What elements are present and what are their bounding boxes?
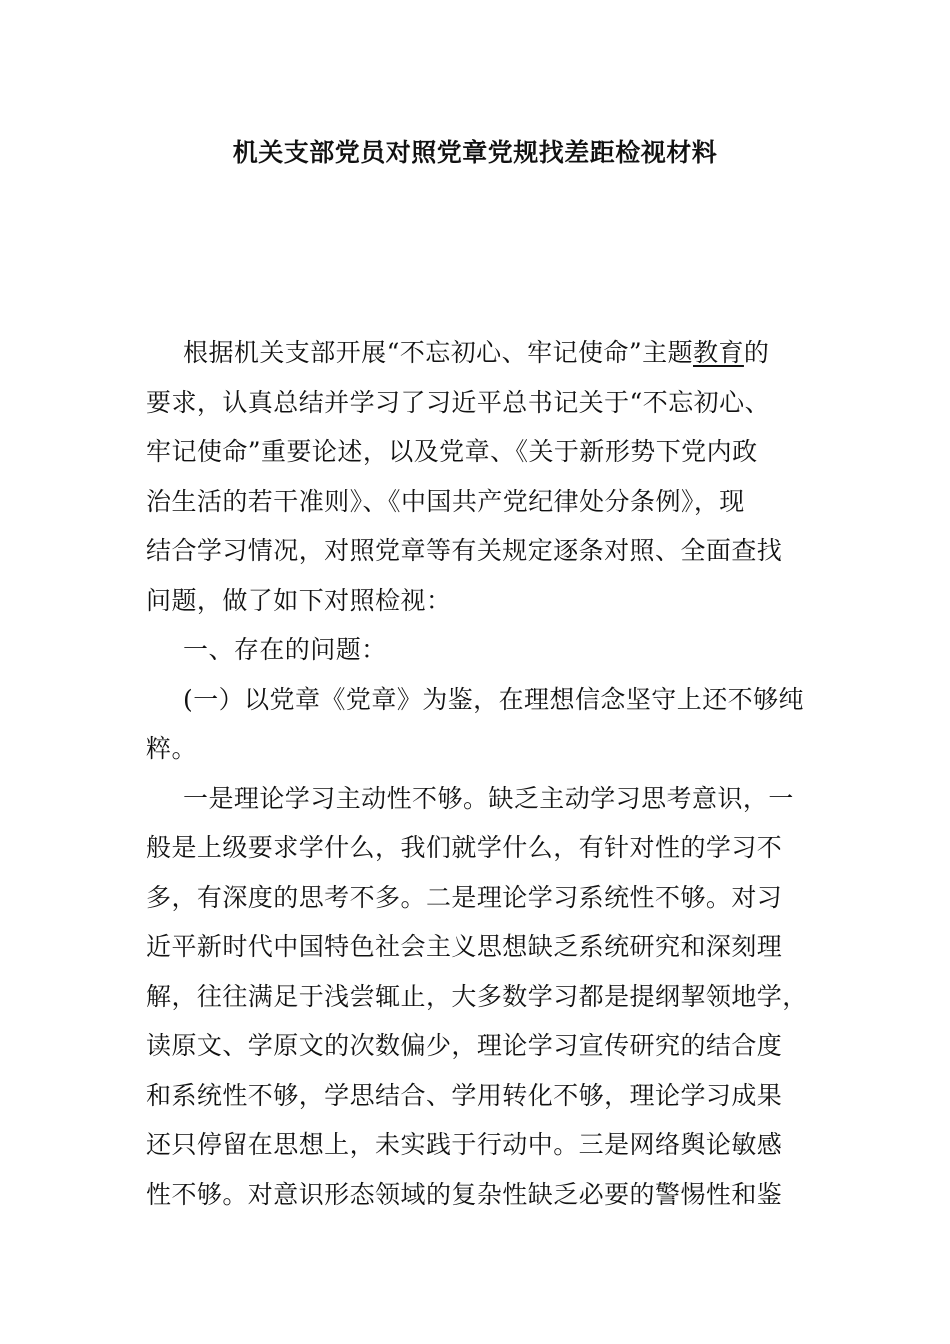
paragraph-text: 的 — [743, 338, 770, 367]
paragraph-line: 要求，认真总结并学习了习近平总书记关于“不忘初心、 — [146, 387, 771, 417]
paragraph-line: 治生活的若干准则》、《中国共产党纪律处分条例》，现 — [146, 486, 745, 516]
document-body — [146, 328, 806, 1219]
subsection-heading-line: 粹。 — [146, 734, 197, 763]
section-heading: 一、存在的问题： — [183, 635, 387, 664]
paragraph-line: 牢记使命”重要论述，以及党章、《关于新形势下党内政 — [146, 437, 758, 466]
paragraph-line — [146, 328, 806, 378]
paragraph-line: 般是上级要求学什么，我们就学什么，有针对性的学习不 — [146, 833, 783, 862]
paragraph-line: 解，往往满足于浅尝辄止，大多数学习都是提纲挈领地学， — [146, 981, 808, 1011]
document-title: 机关支部党员对照党章党规找差距检视材料 — [232, 138, 718, 167]
paragraph-line: 多，有深度的思考不多。二是理论学习系统性不够。对习 — [146, 882, 783, 912]
paragraph-line: 问题，做了如下对照检视： — [146, 585, 452, 615]
paragraph-line: 读原文、学原文的次数偏少，理论学习宣传研究的结合度 — [146, 1031, 783, 1060]
paragraph-text: 根据机关支部开展“不忘初心、牢记使命”主题 — [183, 338, 694, 367]
paragraph-line: 结合学习情况，对照党章等有关规定逐条对照、全面查找 — [146, 536, 783, 565]
underlined-link-text[interactable]: 教育 — [693, 338, 744, 367]
paragraph-line: 性不够。对意识形态领域的复杂性缺乏必要的警惕性和鉴 — [146, 1179, 783, 1209]
subsection-heading-line: (一）以党章《党章》为鉴，在理想信念坚守上还不够纯 — [183, 684, 805, 714]
paragraph-line: 和系统性不够，学思结合、学用转化不够，理论学习成果 — [146, 1080, 783, 1110]
paragraph-line: 还只停留在思想上，未实践于行动中。三是网络舆论敏感 — [146, 1130, 783, 1159]
paragraph-line: 近平新时代中国特色社会主义思想缺乏系统研究和深刻理 — [146, 932, 783, 961]
paragraph-line: 一是理论学习主动性不够。缺乏主动学习思考意识，一 — [183, 783, 794, 813]
